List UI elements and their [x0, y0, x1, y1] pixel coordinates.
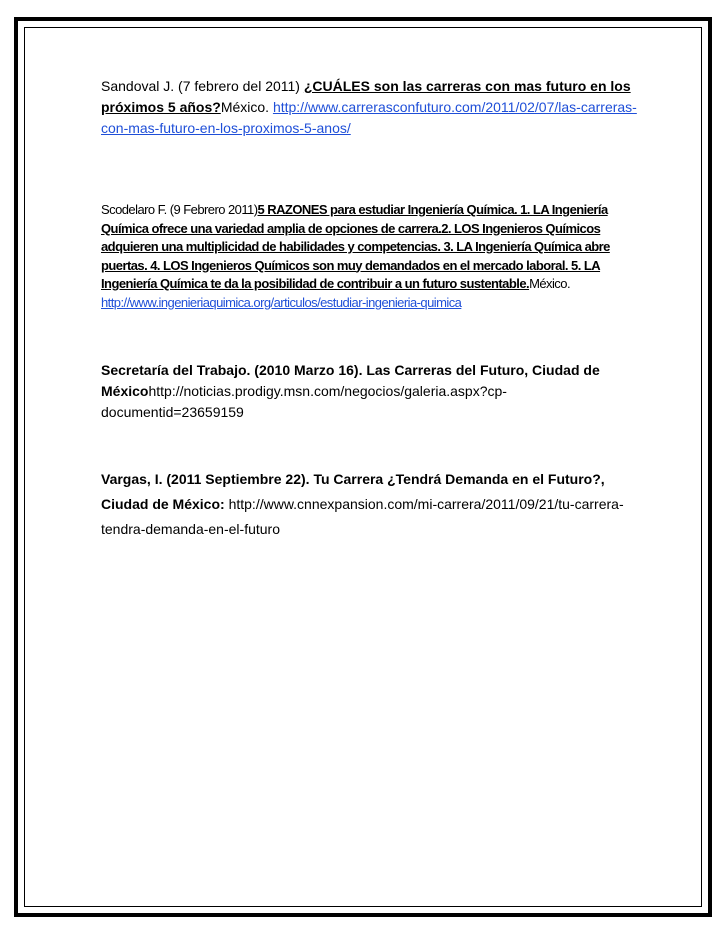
reference-title: ¿CUÁLES son las carreras con mas futuro en los próximos 5 años? — [101, 78, 631, 115]
reference-sandoval — [101, 76, 641, 139]
reference-scodelaro — [101, 201, 641, 312]
reference-author: Sandoval J. (7 febrero del 2011) — [101, 78, 304, 94]
reference-url-link[interactable]: http://www.ingenieriaquimica.org/articulos/estudiar-ingenieria-quimica — [101, 294, 462, 310]
reference-place: México. — [529, 276, 571, 291]
reference-place: México. — [220, 99, 273, 115]
reference-url: http://noticias.prodigy.msn.com/negocios/galeria.aspx?cp-documentid=23659159 — [101, 383, 507, 420]
reference-secretaria — [101, 360, 641, 423]
reference-title: 5 RAZONES para estudiar Ingeniería Química. 1. LA Ingeniería Química ofrece una variedad amplia de opciones de carrera.2. LOS Ingenieros Químicos adquieren una multiplicidad de habilidades y competencias. 3. LA Ingeniería Química abre puertas. 4. LOS Ingenieros Químicos son muy demandados en el mercado laboral. 5. LA Ingeniería Química te da la posibilidad de contribuir a un futuro sustentable. — [101, 202, 610, 291]
reference-vargas — [101, 467, 641, 542]
reference-url: http://www.cnnexpansion.com/mi-carrera/2011/09/21/tu-carrera-tendra-demanda-en-el-futuro — [101, 496, 624, 537]
reference-url-link[interactable]: http://www.carrerasconfuturo.com/2011/02/07/las-carreras-con-mas-futuro-en-los-proximos-5-anos/ — [101, 99, 637, 136]
reference-heading: Vargas, I. (2011 Septiembre 22). Tu Carrera ¿Tendrá Demanda en el Futuro?, Ciudad de México: — [101, 471, 605, 512]
reference-author: Scodelaro F. (9 Febrero 2011) — [101, 202, 258, 217]
reference-heading: Secretaría del Trabajo. (2010 Marzo 16). Las Carreras del Futuro, Ciudad de México — [101, 362, 600, 399]
